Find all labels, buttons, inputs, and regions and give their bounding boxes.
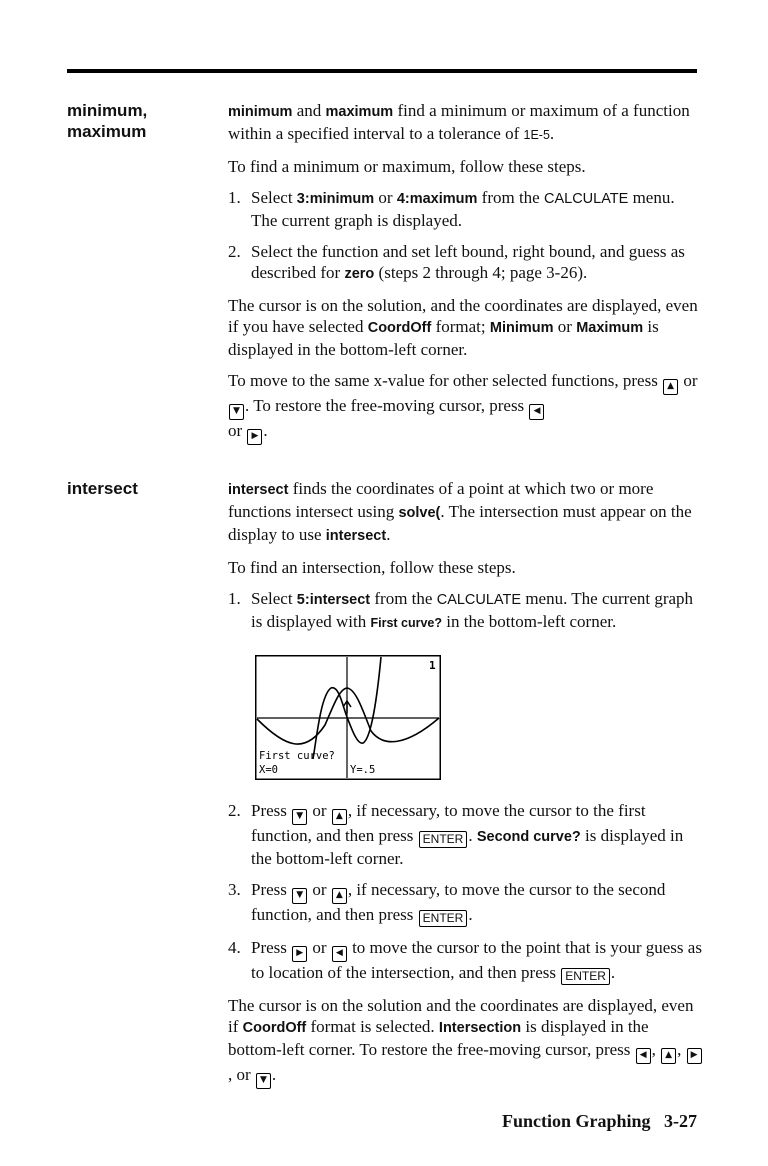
term-line: minimum, [67, 101, 148, 120]
intersect-intro: intersect finds the coordinates of a point at which two or more functions intersect using solve(. The intersection must appear on the display to use intersect. [228, 479, 692, 544]
screen-label-1: 1 [429, 659, 436, 672]
minmax-intro: minimum and maximum find a minimum or maximum of a function within a specified interval to a tolerance of 1E-5. [228, 101, 690, 143]
intersect-result: The cursor is on the solution and the coordinates are displayed, even if CoordOff format is selected. Intersection is displayed in the bottom-left corner. To restore the free-moving cursor, press ◀ , ▲ , ▶, or ▼ . [228, 995, 703, 1089]
down-arrow-key-icon: ▼ [229, 404, 244, 420]
calculator-screen [255, 655, 441, 780]
right-arrow-key-icon: ▶ [292, 946, 307, 962]
intersect-step-3: 3. Press ▼ or ▲ , if necessary, to move the cursor to the second function, and then press ENTER . [228, 880, 666, 925]
screen-prompt: First curve? [259, 750, 335, 762]
top-rule [67, 69, 697, 73]
down-arrow-key-icon: ▼ [256, 1073, 271, 1089]
minmax-section [228, 100, 703, 455]
enter-key-icon: ENTER [419, 910, 468, 927]
intersect-steps-cont [228, 800, 703, 1099]
page-footer: Function Graphing 3-27 [501, 1111, 697, 1131]
down-arrow-key-icon: ▼ [292, 888, 307, 904]
minmax-step-1: 1. Select 3:minimum or 4:maximum from the CALCULATE menu. The current graph is displayed. [228, 188, 675, 230]
up-arrow-key-icon: ▲ [332, 809, 347, 825]
intersect-step-2: 2. Press ▼ or ▲ , if necessary, to move the cursor to the first function, and then press ENTER . Second curve? is displayed in the bottom-left corner. [228, 801, 684, 868]
right-arrow-key-icon: ▶ [247, 429, 262, 445]
left-arrow-key-icon: ◀ [529, 404, 544, 420]
enter-key-icon: ENTER [419, 831, 468, 848]
intersect-section [228, 478, 703, 644]
right-arrow-key-icon: ▶ [687, 1048, 702, 1064]
down-arrow-key-icon: ▼ [292, 809, 307, 825]
up-arrow-key-icon: ▲ [661, 1048, 676, 1064]
screen-x-value: X=0 [259, 764, 278, 776]
minmax-lead: To find a minimum or maximum, follow these steps. [228, 157, 586, 176]
term-minimum-maximum [67, 100, 217, 142]
term-intersect: intersect [67, 479, 138, 498]
up-arrow-key-icon: ▲ [663, 379, 678, 395]
up-arrow-key-icon: ▲ [332, 888, 347, 904]
left-arrow-key-icon: ◀ [636, 1048, 651, 1064]
minmax-result: The cursor is on the solution, and the coordinates are displayed, even if you have selected CoordOff format; Minimum or Maximum is displayed in the bottom-left corner. [228, 296, 698, 359]
minmax-step-2: 2. Select the function and set left bound, right bound, and guess as described for zero (steps 2 through 4; page 3-26). [228, 242, 685, 282]
left-arrow-key-icon: ◀ [332, 946, 347, 962]
enter-key-icon: ENTER [561, 968, 610, 985]
intersect-step-4: 4. Press ▶ or ◀ to move the cursor to the point that is your guess as to location of the intersection, and then press ENTER . [228, 938, 702, 983]
intersect-step-1: 1. Select 5:intersect from the CALCULATE menu. The current graph is displayed with First curve? in the bottom-left corner. [228, 589, 694, 631]
screen-y-value: Y=.5 [350, 764, 376, 776]
term-line: maximum [67, 122, 147, 141]
minmax-move: To move to the same x-value for other selected functions, press ▲ or ▼ . To restore the free-moving cursor, press ◀ or ▶ . [228, 370, 703, 445]
intersect-lead: To find an intersection, follow these steps. [228, 558, 516, 577]
